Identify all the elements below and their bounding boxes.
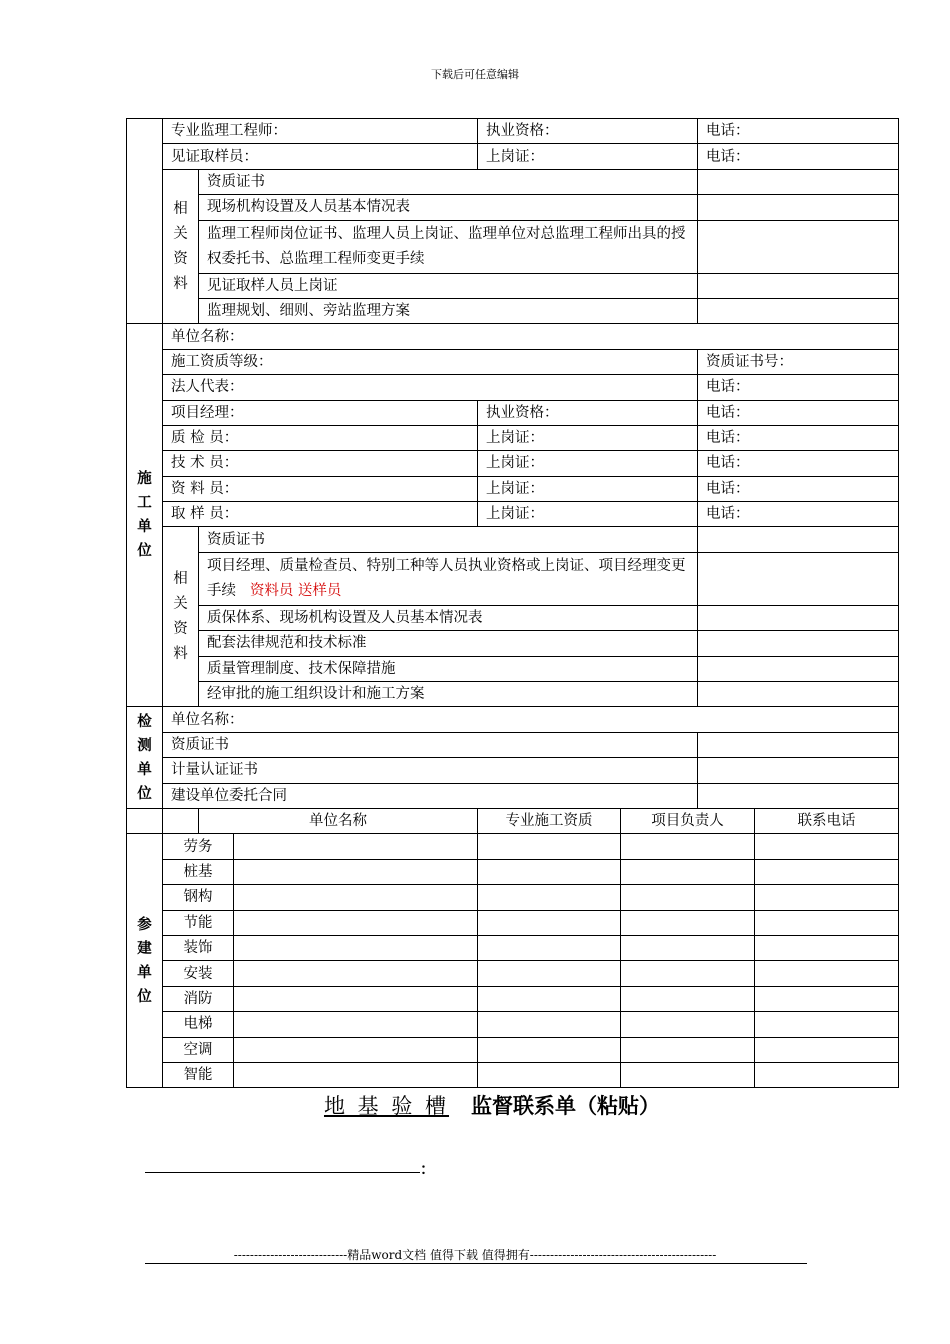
participant-cell xyxy=(621,986,755,1011)
staff-cert: 上岗证： xyxy=(478,425,698,450)
participant-cell xyxy=(621,961,755,986)
staff-cert: 执业资格： xyxy=(478,400,698,425)
construction-legal-rep: 法人代表： xyxy=(163,375,698,400)
supervision-section-cell xyxy=(127,119,163,324)
testing-item-check xyxy=(698,783,899,808)
supervision-material: 见证取样人员上岗证 xyxy=(199,273,698,298)
construction-material: 配套法律规范和技术标准 xyxy=(199,631,698,656)
info-table xyxy=(126,118,899,1088)
participant-type: 钢构 xyxy=(163,885,234,910)
construction-material-check xyxy=(698,552,899,605)
supervision-sampler: 见证取样员： xyxy=(163,144,478,169)
supervision-material-check xyxy=(698,169,899,194)
supervision-phone: 电话： xyxy=(698,119,899,144)
participant-type: 装饰 xyxy=(163,935,234,960)
staff-phone: 电话： xyxy=(698,400,899,425)
supervision-qualification: 执业资格： xyxy=(478,119,698,144)
supervision-material-check xyxy=(698,195,899,220)
staff-phone: 电话： xyxy=(698,476,899,501)
participant-cell xyxy=(234,834,478,859)
construction-section-label: 施 工 单 位 xyxy=(127,324,163,707)
participant-cell xyxy=(234,859,478,884)
participant-type: 安装 xyxy=(163,961,234,986)
staff-phone: 电话： xyxy=(698,451,899,476)
participant-cell xyxy=(621,910,755,935)
participant-cell xyxy=(755,834,899,859)
participant-cell xyxy=(755,961,899,986)
header-project-lead: 项目负责人 xyxy=(621,808,755,833)
participant-cell xyxy=(755,859,899,884)
staff-cert: 上岗证： xyxy=(478,476,698,501)
participant-type: 消防 xyxy=(163,986,234,1011)
participant-type: 劳务 xyxy=(163,834,234,859)
construction-unit-name: 单位名称： xyxy=(163,324,899,349)
participants-header-blank xyxy=(163,808,199,833)
footer-line xyxy=(145,1263,807,1264)
construction-material: 质保体系、现场机构设置及人员基本情况表 xyxy=(199,605,698,630)
participants-section-label: 参 建 单 位 xyxy=(127,834,163,1088)
supervision-material-check xyxy=(698,273,899,298)
participant-cell xyxy=(621,885,755,910)
participant-type: 桩基 xyxy=(163,859,234,884)
participant-cell xyxy=(755,986,899,1011)
title-rest: 监督联系单（粘贴） xyxy=(471,1094,661,1118)
participant-cell xyxy=(621,1012,755,1037)
supervision-material-check xyxy=(698,298,899,323)
participant-type: 电梯 xyxy=(163,1012,234,1037)
construction-note: 资料员 送样员 xyxy=(249,582,342,599)
participant-cell xyxy=(478,910,621,935)
participant-cell xyxy=(755,935,899,960)
participant-cell xyxy=(234,1062,478,1087)
participant-cell xyxy=(621,859,755,884)
participant-cell xyxy=(478,1062,621,1087)
participant-cell xyxy=(478,834,621,859)
staff-phone: 电话： xyxy=(698,502,899,527)
testing-unit-name: 单位名称： xyxy=(163,707,899,732)
testing-item: 计量认证证书 xyxy=(163,758,698,783)
participant-cell xyxy=(621,1037,755,1062)
supervision-material: 资质证书 xyxy=(199,169,698,194)
participant-cell xyxy=(478,885,621,910)
supervision-related-label: 相 关 资 料 xyxy=(163,169,199,324)
construction-material-check xyxy=(698,605,899,630)
participant-type: 节能 xyxy=(163,910,234,935)
staff-role: 资 料 员： xyxy=(163,476,478,501)
participant-cell xyxy=(755,885,899,910)
header-phone: 联系电话 xyxy=(755,808,899,833)
participant-cell xyxy=(478,859,621,884)
testing-item-check xyxy=(698,732,899,757)
supervision-material-check xyxy=(698,220,899,273)
testing-section-label: 检 测 单 位 xyxy=(127,707,163,809)
participant-cell xyxy=(755,1062,899,1087)
title-underlined: 地 基 验 槽 xyxy=(323,1094,450,1118)
staff-role: 质 检 员： xyxy=(163,425,478,450)
participant-type: 智能 xyxy=(163,1062,234,1087)
participant-cell xyxy=(478,1037,621,1062)
construction-grade: 施工资质等级： xyxy=(163,349,698,374)
participant-cell xyxy=(234,1012,478,1037)
participant-cell xyxy=(234,986,478,1011)
staff-cert: 上岗证： xyxy=(478,502,698,527)
participant-cell xyxy=(234,935,478,960)
supervision-material: 现场机构设置及人员基本情况表 xyxy=(199,195,698,220)
page-footer: ----------------------------精品word文档 值得下载 值得拥有---------------------------------------------- xyxy=(233,1248,717,1262)
participant-cell xyxy=(478,935,621,960)
construction-material: 经审批的施工组织设计和施工方案 xyxy=(199,682,698,707)
header-unit-name: 单位名称 xyxy=(199,808,478,833)
supervision-post-cert: 上岗证： xyxy=(478,144,698,169)
participant-cell xyxy=(621,935,755,960)
testing-item: 建设单位委托合同 xyxy=(163,783,698,808)
participant-cell xyxy=(234,961,478,986)
staff-role: 项目经理： xyxy=(163,400,478,425)
signature-colon: ： xyxy=(420,1160,436,1178)
participant-cell xyxy=(755,910,899,935)
construction-related-label: 相 关 资 料 xyxy=(163,527,199,707)
construction-material-check xyxy=(698,656,899,681)
signature-line xyxy=(145,1172,420,1173)
participant-cell xyxy=(621,834,755,859)
participants-header-blank xyxy=(127,808,163,833)
participant-type: 空调 xyxy=(163,1037,234,1062)
supervision-engineer: 专业监理工程师： xyxy=(163,119,478,144)
participant-cell xyxy=(478,986,621,1011)
construction-material: 项目经理、质量检查员、特别工种等人员执业资格或上岗证、项目经理变更手续 资料员 送样员 xyxy=(199,552,698,605)
staff-role: 取 样 员： xyxy=(163,502,478,527)
participant-cell xyxy=(234,885,478,910)
participant-cell xyxy=(755,1037,899,1062)
supervision-phone-2: 电话： xyxy=(698,144,899,169)
construction-cert-no: 资质证书号： xyxy=(698,349,899,374)
participant-cell xyxy=(234,1037,478,1062)
construction-material-check xyxy=(698,631,899,656)
participant-cell xyxy=(478,1012,621,1037)
participant-cell xyxy=(234,910,478,935)
supervision-material: 监理工程师岗位证书、监理人员上岗证、监理单位对总监理工程师出具的授权委托书、总监理工程师变更手续 xyxy=(199,220,698,273)
header-qualification: 专业施工资质 xyxy=(478,808,621,833)
form-title xyxy=(0,1090,950,1120)
staff-cert: 上岗证： xyxy=(478,451,698,476)
construction-legal-phone: 电话： xyxy=(698,375,899,400)
supervision-material: 监理规划、细则、旁站监理方案 xyxy=(199,298,698,323)
participant-cell xyxy=(478,961,621,986)
testing-item-check xyxy=(698,758,899,783)
testing-item: 资质证书 xyxy=(163,732,698,757)
participant-cell xyxy=(621,1062,755,1087)
construction-material: 质量管理制度、技术保障措施 xyxy=(199,656,698,681)
participant-cell xyxy=(755,1012,899,1037)
construction-material-check xyxy=(698,527,899,552)
construction-material-check xyxy=(698,682,899,707)
staff-phone: 电话： xyxy=(698,425,899,450)
page-header: 下载后可任意编辑 xyxy=(431,68,519,81)
staff-role: 技 术 员： xyxy=(163,451,478,476)
construction-material: 资质证书 xyxy=(199,527,698,552)
